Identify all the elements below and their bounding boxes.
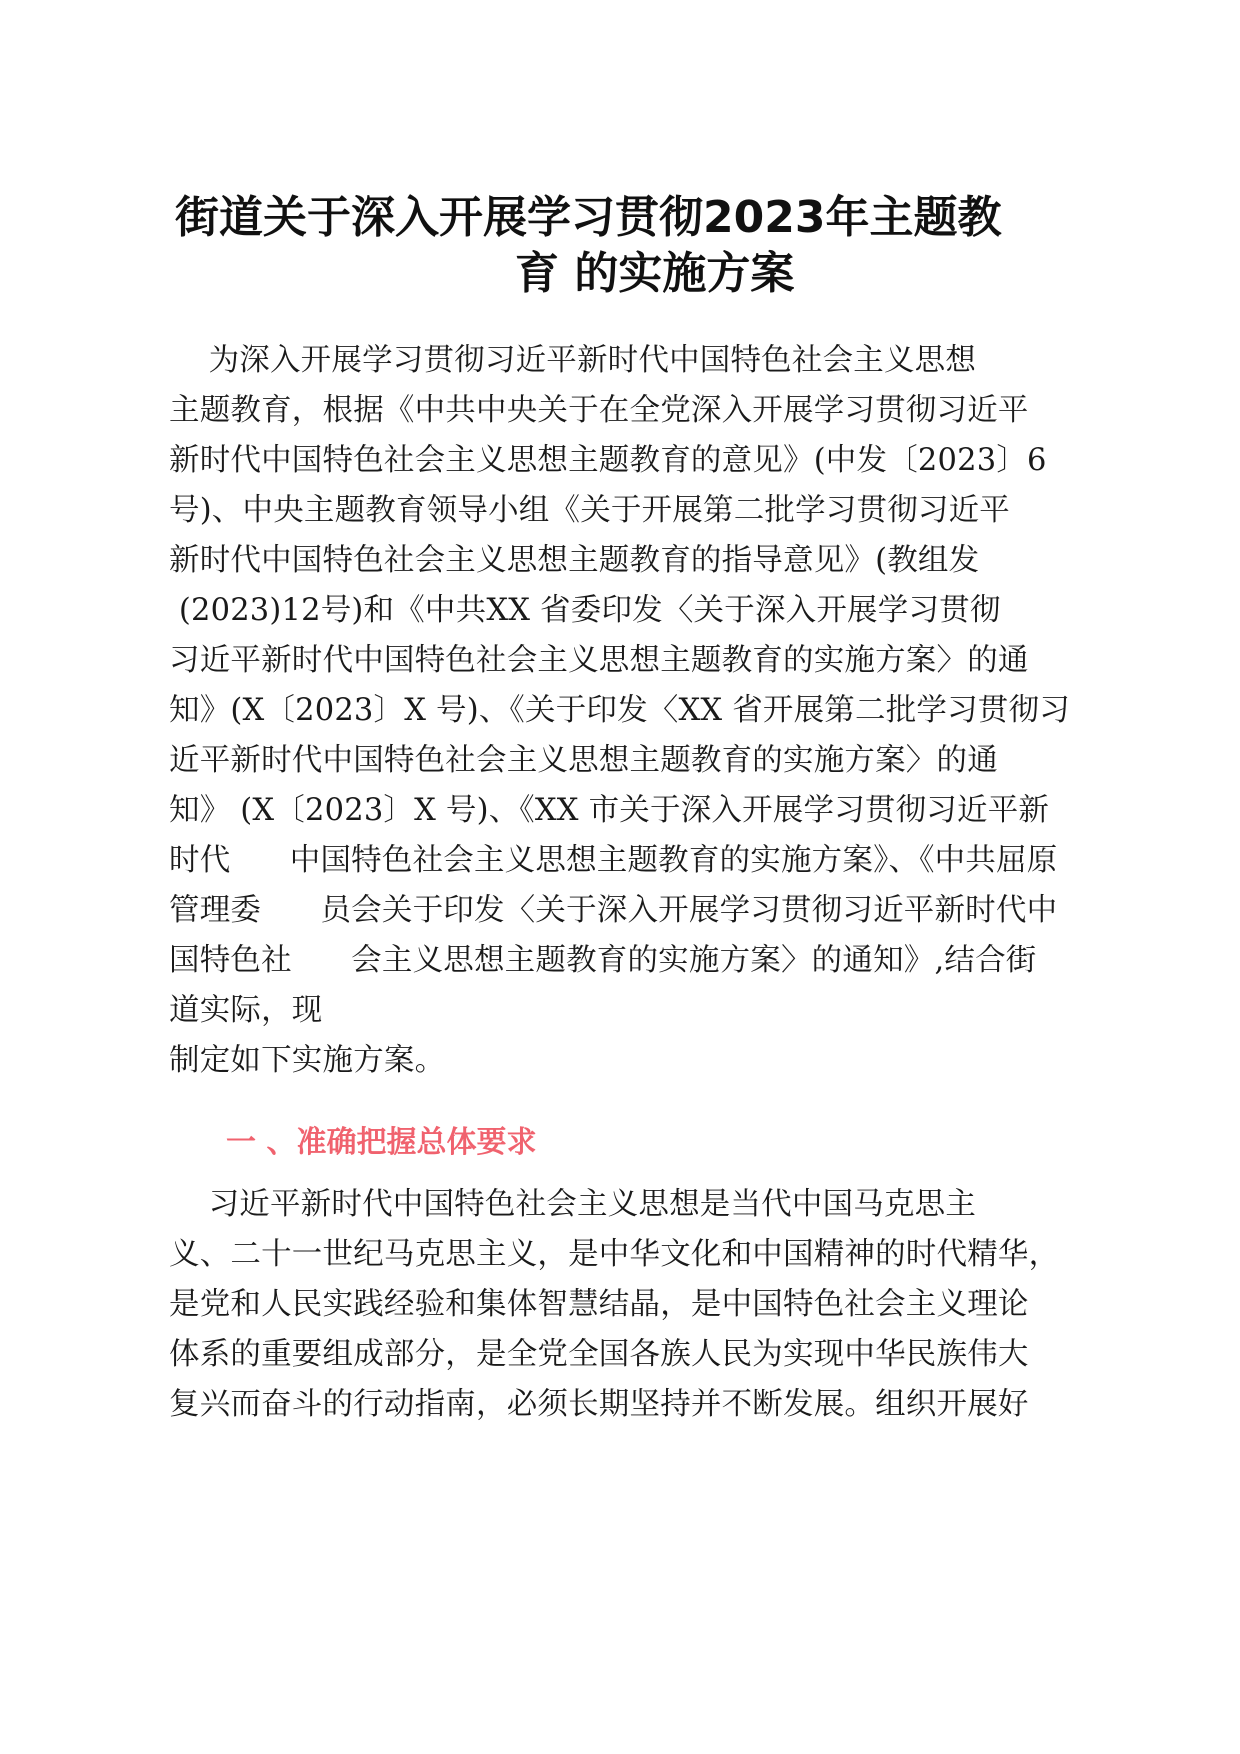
intro-line: 近平新时代中国特色社会主义思想主题教育的实施方案〉的通 [169,743,998,778]
intro-line: 号)、中央主题教育领导小组《关于开展第二批学习贯彻习近平 [169,493,1010,528]
intro-line: 习近平新时代中国特色社会主义思想主题教育的实施方案〉的通 [169,643,1029,678]
intro-line: (2023)12号)和《中共XX 省委印发〈关于深入开展学习贯彻 [169,593,1001,628]
intro-line: 管理委 员会关于印发〈关于深入开展学习贯彻习近平新时代中 [169,893,1058,928]
section-line: 义、二十一世纪马克思主义，是中华文化和中国精神的时代精华， [169,1237,1060,1272]
section-line: 体系的重要组成部分，是全党全国各族人民为实现中华民族伟大 [169,1337,1029,1372]
section-line: 是党和人民实践经验和集体智慧结晶，是中国特色社会主义理论 [169,1287,1029,1322]
section-line: 习近平新时代中国特色社会主义思想是当代中国马克思主 [169,1187,977,1222]
intro-line: 新时代中国特色社会主义思想主题教育的意见》(中发〔2023〕6 [169,443,1047,478]
intro-line: 主题教育，根据《中共中央关于在全党深入开展学习贯彻习近平 [169,393,1029,428]
intro-line: 知》(X〔2023〕X 号)、《关于印发〈XX 省开展第二批学习贯彻习 [169,693,1070,728]
intro-line: 知》 (X〔2023〕X 号)、《XX 市关于深入开展学习贯彻习近平新 [169,793,1050,828]
intro-line: 为深入开展学习贯彻习近平新时代中国特色社会主义思想 [169,343,977,378]
section-line: 复兴而奋斗的行动指南，必须长期坚持并不断发展。组织开展好 [169,1387,1029,1422]
document-title-line-1: 街道关于深入开展学习贯彻2023年主题教 [175,192,1002,243]
intro-line: 国特色社 会主义思想主题教育的实施方案〉的通知》,结合街 [169,943,1037,978]
document-title-line-2: 育 的实施方案 [515,248,795,299]
intro-line: 新时代中国特色社会主义思想主题教育的指导意见》(教组发 [169,543,980,578]
section-heading: 一 、准确把握总体要求 [226,1125,537,1160]
intro-line: 时代 中国特色社会主义思想主题教育的实施方案》、《中共屈原 [169,843,1058,878]
intro-line: 制定如下实施方案。 [169,1043,446,1078]
intro-line: 道实际，现 [169,993,323,1028]
